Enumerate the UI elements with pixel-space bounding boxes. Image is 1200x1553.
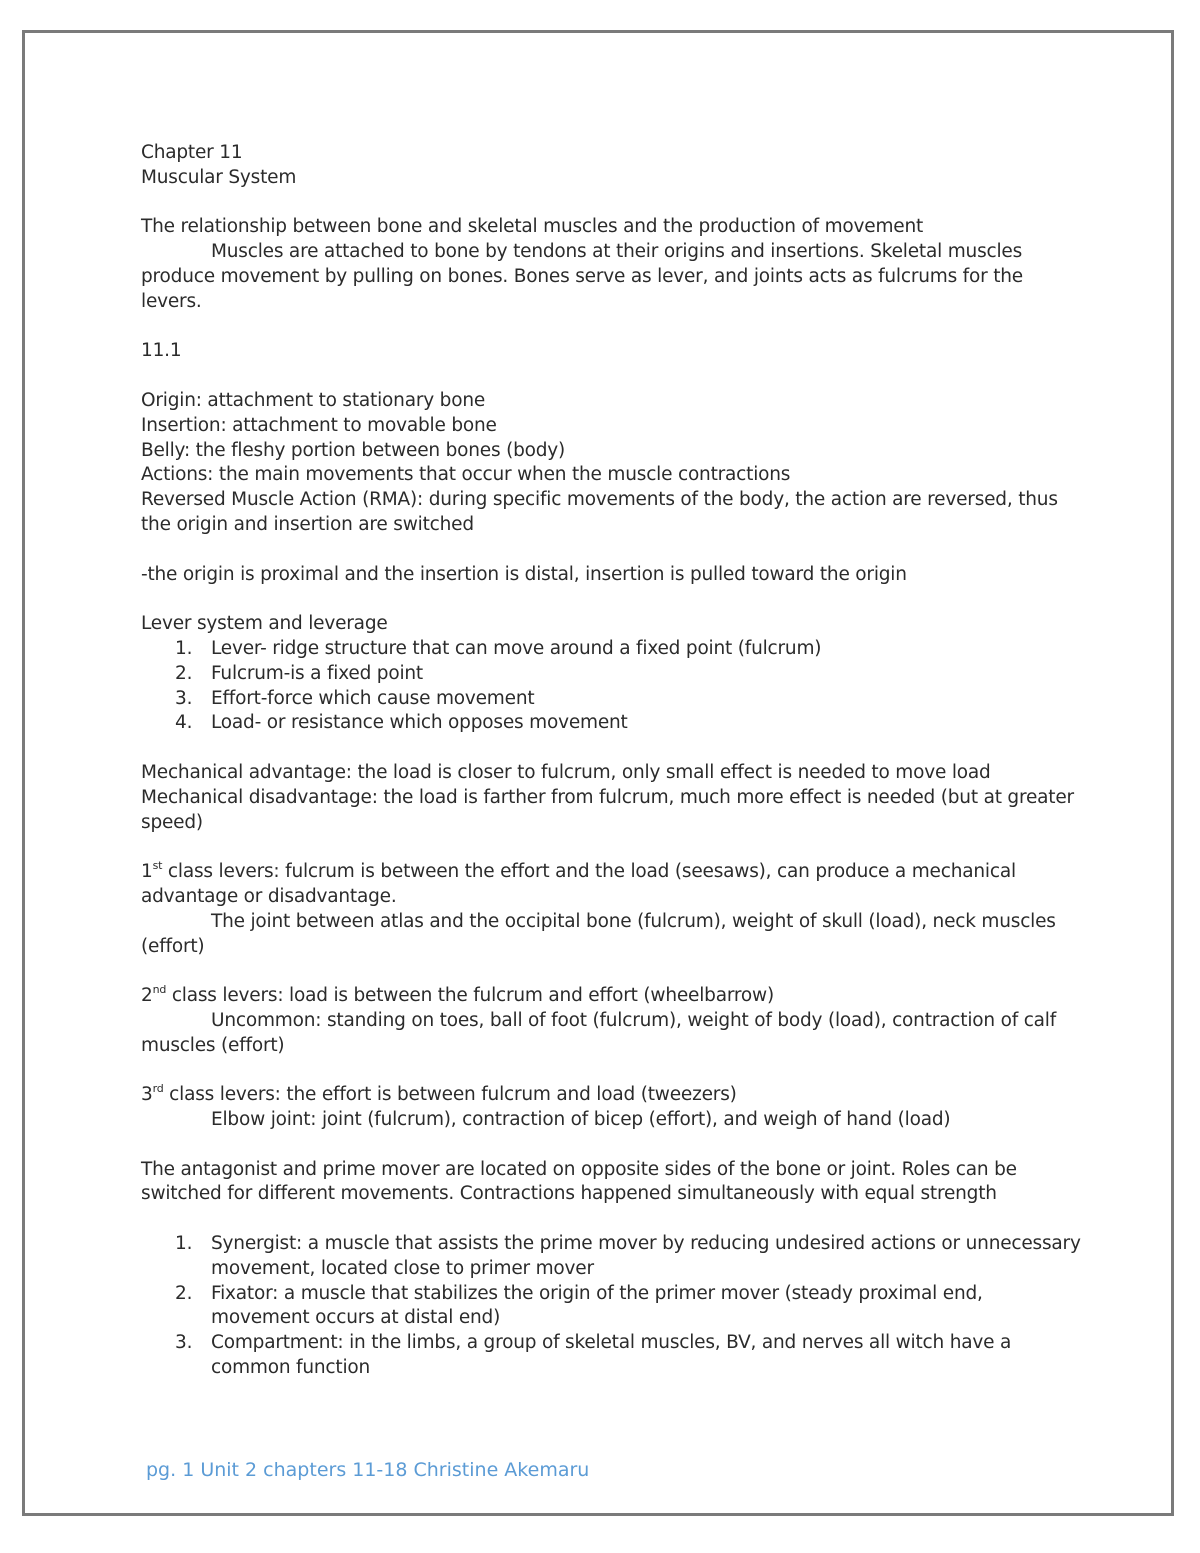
definition-origin: Origin: attachment to stationary bone <box>141 389 486 411</box>
definition-insertion: Insertion: attachment to movable bone <box>141 414 497 436</box>
list-number: 4. <box>175 712 193 734</box>
list-text: Fixator: a muscle that stabilizes the origin of the primer mover (steady proximal end, movement occurs at distal end) <box>211 1282 983 1329</box>
list-text: Load- or resistance which opposes movement <box>211 712 628 734</box>
list-number: 2. <box>175 662 193 684</box>
definition-actions: Actions: the main movements that occur when the muscle contractions <box>141 464 791 486</box>
list-item <box>141 1331 1081 1381</box>
list-number: 3. <box>175 687 193 709</box>
lever-heading: Lever system and leverage <box>141 613 388 635</box>
list-item <box>141 1232 1081 1282</box>
origin-note: -the origin is proximal and the insertion is distal, insertion is pulled toward the origin <box>141 563 907 585</box>
list-text: Fulcrum-is a fixed point <box>211 662 423 684</box>
chapter-subject: Muscular System <box>141 166 297 188</box>
list-number: 3. <box>175 1332 193 1354</box>
third-class-lever: 3rd class levers: the effort is between fulcrum and load (tweezers) <box>141 1082 737 1106</box>
intro-body: Muscles are attached to bone by tendons at their origins and insertions. Skeletal muscles produce movement by pulling on bones. Bones serve as lever, and joints acts as fulcrums for the levers. <box>141 241 1023 312</box>
mechanical-advantage: Mechanical advantage: the load is closer to fulcrum, only small effect is needed to move load <box>141 761 991 783</box>
list-text: Synergist: a muscle that assists the prime mover by reducing undesired actions or unnecessary movement, located close to primer mover <box>211 1233 1081 1279</box>
document-body <box>141 141 1081 1381</box>
second-class-lever: 2nd class levers: load is between the fulcrum and effort (wheelbarrow) <box>141 982 774 1007</box>
list-number: 2. <box>175 1282 193 1304</box>
page-footer: pg. 1 Unit 2 chapters 11-18 Christine Akemaru <box>146 1459 590 1481</box>
list-item <box>141 662 1081 687</box>
first-class-lever: 1st class levers: fulcrum is between the effort and the load (seesaws), can produce a mechanical advantage or disadvantage. <box>141 858 1016 907</box>
list-text: Compartment: in the limbs, a group of skeletal muscles, BV, and nerves all witch have a common function <box>211 1332 1012 1379</box>
muscle-roles-list <box>141 1232 1081 1381</box>
list-text: Lever- ridge structure that can move around a fixed point (fulcrum) <box>211 637 822 659</box>
definition-rma: Reversed Muscle Action (RMA): during specific movements of the body, the action are reversed, thus the origin and insertion are switched <box>141 489 1058 535</box>
list-text: Effort-force which cause movement <box>211 687 535 709</box>
mechanical-disadvantage: Mechanical disadvantage: the load is farther from fulcrum, much more effect is needed (but at greater speed) <box>141 786 1074 833</box>
third-class-example: Elbow joint: joint (fulcrum), contraction of bicep (effort), and weigh of hand (load) <box>211 1109 951 1131</box>
list-item <box>141 637 1081 662</box>
list-item <box>141 1282 1081 1332</box>
list-number: 1. <box>175 637 193 659</box>
lever-list <box>141 637 1081 736</box>
antagonist-text: The antagonist and prime mover are located on opposite sides of the bone or joint. Roles can be switched for different movements. Contractions happened simultaneously with equal strength <box>141 1158 1017 1205</box>
list-item <box>141 711 1081 736</box>
second-class-example: Uncommon: standing on toes, ball of foot (fulcrum), weight of body (load), contraction of calf muscles (effort) <box>141 1009 1057 1056</box>
intro-heading: The relationship between bone and skeletal muscles and the production of movement <box>141 216 924 238</box>
section-number: 11.1 <box>141 340 182 362</box>
chapter-title: Chapter 11 <box>141 142 243 163</box>
definition-belly: Belly: the fleshy portion between bones (body) <box>141 439 566 461</box>
first-class-example: The joint between atlas and the occipital bone (fulcrum), weight of skull (load), neck muscles (effort) <box>141 910 1056 957</box>
list-item <box>141 687 1081 712</box>
list-number: 1. <box>175 1233 193 1255</box>
